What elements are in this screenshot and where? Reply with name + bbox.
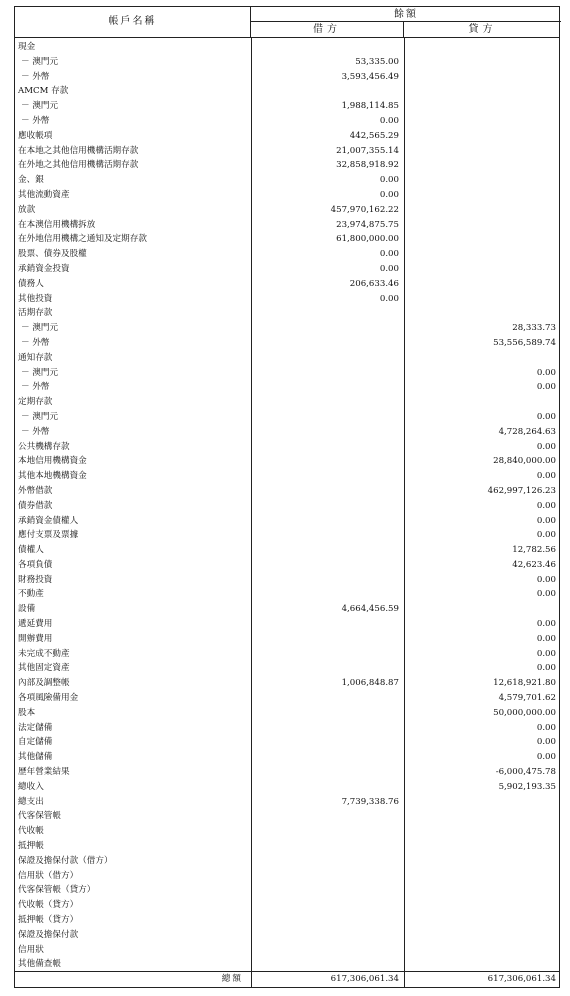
table-row — [15, 913, 559, 928]
account-name: 各項風險備用金 — [18, 693, 79, 704]
table-row — [15, 440, 559, 455]
table-row — [15, 99, 559, 114]
table-row — [15, 84, 559, 99]
account-name: 放款 — [18, 204, 36, 215]
table-row — [15, 854, 559, 869]
credit-value: 0.00 — [536, 471, 556, 482]
account-name: 外幣借款 — [18, 485, 53, 496]
account-name: － 外幣 — [21, 337, 50, 348]
account-name: 通知存款 — [18, 352, 53, 363]
table-row — [15, 380, 559, 395]
table-row — [15, 632, 559, 647]
account-name: 不動產 — [18, 589, 44, 600]
debit-value: 7,739,338.76 — [341, 796, 399, 807]
account-name: 信用狀（借方） — [18, 870, 79, 881]
table-row — [15, 735, 559, 750]
credit-value: 0.00 — [536, 530, 556, 541]
table-row — [15, 306, 559, 321]
table-row — [15, 647, 559, 662]
account-name: 定期存款 — [18, 397, 53, 408]
table-row — [15, 602, 559, 617]
credit-value: 0.00 — [536, 367, 556, 378]
account-name: 在本澳信用機構拆放 — [18, 219, 96, 230]
account-name-header: 帳戶名稱 — [15, 7, 251, 37]
debit-value: 206,633.46 — [349, 278, 399, 289]
debit-value: 0.00 — [379, 263, 399, 274]
table-row — [15, 883, 559, 898]
table-row — [15, 469, 559, 484]
account-name: － 外幣 — [21, 115, 50, 126]
account-name: 現金 — [18, 42, 36, 52]
credit-value: 5,902,193.35 — [498, 781, 556, 792]
account-name: 承銷資金債權人 — [18, 515, 79, 526]
table-row — [15, 247, 559, 262]
table-row — [15, 158, 559, 173]
account-name: 信用狀 — [18, 944, 44, 955]
table-row — [15, 129, 559, 144]
account-name: 代客保管帳 — [18, 811, 61, 822]
account-name: 應收帳項 — [18, 130, 53, 141]
credit-value: 0.00 — [536, 737, 556, 748]
table-body — [15, 40, 559, 972]
table-row — [15, 262, 559, 277]
debit-header: 借方 — [251, 22, 404, 37]
credit-value: 0.00 — [536, 633, 556, 644]
account-name: 其他備查帳 — [18, 959, 61, 970]
credit-value: 0.00 — [536, 574, 556, 585]
balance-header: 餘額 — [251, 7, 561, 22]
account-name: － 澳門元 — [21, 101, 59, 112]
account-name: 設備 — [18, 604, 36, 615]
account-name: 股票、債券及股權 — [18, 249, 87, 260]
debit-value: 1,006,848.87 — [341, 678, 399, 689]
table-row — [15, 351, 559, 366]
table-row — [15, 928, 559, 943]
debit-value: 61,800,000.00 — [336, 234, 399, 245]
account-name: 抵押帳 — [18, 841, 44, 852]
account-name: 其他本地機構資金 — [18, 471, 87, 482]
debit-value: 442,565.29 — [349, 130, 399, 141]
account-name: 保證及擔保付款 — [18, 929, 79, 940]
table-row — [15, 321, 559, 336]
total-label: 總額 — [221, 974, 243, 984]
account-name: 承銷資金投資 — [18, 263, 70, 274]
table-row — [15, 114, 559, 129]
table-header — [15, 7, 559, 38]
table-row — [15, 173, 559, 188]
account-name: 代收帳 — [18, 826, 44, 837]
table-row — [15, 395, 559, 410]
table-row — [15, 543, 559, 558]
debit-value: 0.00 — [379, 249, 399, 260]
credit-value: 0.00 — [536, 382, 556, 393]
table-row — [15, 824, 559, 839]
account-name: 總收入 — [18, 781, 44, 792]
table-row — [15, 292, 559, 307]
account-name: － 澳門元 — [21, 411, 59, 422]
credit-value: 12,782.56 — [512, 545, 556, 556]
account-name: AMCM 存款 — [18, 86, 69, 97]
table-row — [15, 40, 559, 55]
credit-value: 4,579,701.62 — [498, 693, 556, 704]
total-debit: 617,306,061.34 — [330, 974, 399, 984]
credit-value: 50,000,000.00 — [493, 707, 556, 718]
table-row — [15, 691, 559, 706]
table-row — [15, 661, 559, 676]
account-name: 保證及擔保付款（借方） — [18, 855, 113, 866]
account-name: 股本 — [18, 707, 36, 718]
table-row — [15, 869, 559, 884]
account-name: 債務人 — [18, 278, 44, 289]
total-row — [15, 971, 559, 987]
credit-value: 28,840,000.00 — [493, 456, 556, 467]
credit-value: 0.00 — [536, 515, 556, 526]
table-row — [15, 55, 559, 70]
credit-header: 貸方 — [468, 24, 497, 35]
credit-value: 28,333.73 — [512, 323, 556, 334]
credit-value: 12,618,921.80 — [493, 678, 556, 689]
account-name: 總支出 — [18, 796, 44, 807]
table-row — [15, 898, 559, 913]
table-row — [15, 336, 559, 351]
debit-value: 23,974,875.75 — [336, 219, 399, 230]
table-row — [15, 484, 559, 499]
table-row — [15, 218, 559, 233]
debit-value: 0.00 — [379, 293, 399, 304]
account-name: 在外地信用機構之通知及定期存款 — [18, 234, 147, 245]
account-name: 未完成不動產 — [18, 648, 70, 659]
table-row — [15, 454, 559, 469]
table-row — [15, 499, 559, 514]
table-row — [15, 795, 559, 810]
account-name: 各項負債 — [18, 559, 53, 570]
account-name: 代客保管帳（貸方） — [18, 885, 96, 896]
credit-value: 0.00 — [536, 619, 556, 630]
credit-value: 0.00 — [536, 500, 556, 511]
account-name: 在本地之其他信用機構活期存款 — [18, 145, 139, 156]
table-row — [15, 425, 559, 440]
table-row — [15, 558, 559, 573]
account-name: 內部及調整帳 — [18, 678, 70, 689]
credit-value: -6,000,475.78 — [495, 767, 556, 778]
table-row — [15, 528, 559, 543]
credit-value: 0.00 — [536, 411, 556, 422]
debit-value: 0.00 — [379, 175, 399, 186]
account-name: － 澳門元 — [21, 367, 59, 378]
credit-value: 4,728,264.63 — [498, 426, 556, 437]
table-row — [15, 780, 559, 795]
account-name: 其他流動資產 — [18, 189, 70, 200]
table-row — [15, 957, 559, 972]
credit-value: 0.00 — [536, 589, 556, 600]
account-name: 金、銀 — [18, 175, 44, 186]
debit-value: 0.00 — [379, 189, 399, 200]
credit-value: 0.00 — [536, 752, 556, 763]
account-name: 其他固定資產 — [18, 663, 70, 674]
account-name: 開辦費用 — [18, 633, 53, 644]
credit-value: 0.00 — [536, 722, 556, 733]
account-name: 自定儲備 — [18, 737, 53, 748]
account-name: － 外幣 — [21, 426, 50, 437]
table-row — [15, 144, 559, 159]
credit-value: 0.00 — [536, 663, 556, 674]
table-row — [15, 839, 559, 854]
table-row — [15, 721, 559, 736]
total-credit: 617,306,061.34 — [487, 974, 556, 984]
account-name: 債券借款 — [18, 500, 53, 511]
debit-value: 4,664,456.59 — [341, 604, 399, 615]
account-name: 其他投資 — [18, 293, 53, 304]
debit-value: 1,988,114.85 — [341, 101, 399, 112]
table-row — [15, 943, 559, 958]
table-row — [15, 277, 559, 292]
debit-value: 457,970,162.22 — [330, 204, 399, 215]
debit-value: 32,858,918.92 — [336, 160, 399, 171]
account-name: 應付支票及票據 — [18, 530, 79, 541]
account-name: 遞延費用 — [18, 619, 53, 630]
debit-value: 0.00 — [379, 115, 399, 126]
table-row — [15, 573, 559, 588]
table-row — [15, 587, 559, 602]
credit-value: 0.00 — [536, 441, 556, 452]
table-row — [15, 366, 559, 381]
account-name: 債權人 — [18, 545, 44, 556]
credit-value: 462,997,126.23 — [487, 485, 556, 496]
table-row — [15, 750, 559, 765]
account-name: 法定儲備 — [18, 722, 53, 733]
table-row — [15, 188, 559, 203]
account-name: 代收帳（貸方） — [18, 900, 79, 911]
debit-value: 53,335.00 — [355, 56, 399, 67]
credit-value: 42,623.46 — [512, 559, 556, 570]
table-row — [15, 70, 559, 85]
table-row — [15, 410, 559, 425]
account-name: 其他儲備 — [18, 752, 53, 763]
account-name: － 外幣 — [21, 71, 50, 82]
table-row — [15, 765, 559, 780]
debit-value: 21,007,355.14 — [336, 145, 399, 156]
trial-balance-table — [14, 6, 560, 988]
credit-value: 0.00 — [536, 648, 556, 659]
account-name: － 外幣 — [21, 382, 50, 393]
account-name: 活期存款 — [18, 308, 53, 319]
credit-value: 53,556,589.74 — [493, 337, 556, 348]
table-row — [15, 203, 559, 218]
account-name: 在外地之其他信用機構活期存款 — [18, 160, 139, 171]
debit-value: 3,593,456.49 — [341, 71, 399, 82]
account-name: 歷年營業結果 — [18, 767, 70, 778]
account-name: － 澳門元 — [21, 323, 59, 334]
account-name: 本地信用機構資金 — [18, 456, 87, 467]
table-row — [15, 809, 559, 824]
table-row — [15, 706, 559, 721]
table-row — [15, 676, 559, 691]
account-name: 公共機構存款 — [18, 441, 70, 452]
table-row — [15, 617, 559, 632]
account-name: － 澳門元 — [21, 56, 59, 67]
account-name: 抵押帳（貸方） — [18, 915, 79, 926]
table-row — [15, 514, 559, 529]
account-name: 財務投資 — [18, 574, 53, 585]
table-row — [15, 232, 559, 247]
